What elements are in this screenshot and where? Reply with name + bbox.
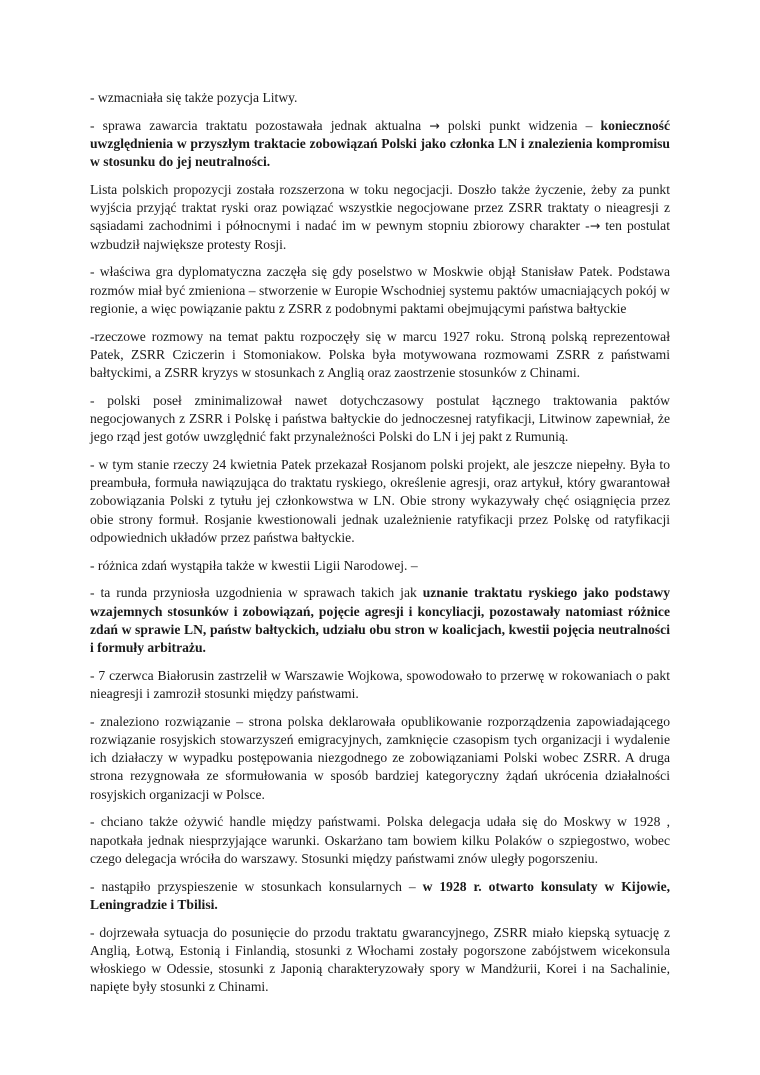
paragraph [90, 667, 670, 703]
paragraph [90, 924, 670, 997]
paragraph-text: - dojrzewała sytuacja do posunięcie do przodu traktatu gwarancyjnego, ZSRR miało kiepską sytuację z Anglią, Łotwą, Estonią i Finlandią, stosunki z Włochami zostały pogorszone zabójstwem wicekonsula włoskiego w Odessie, stosunki z Japonią charakteryzowały spory w Mandżurii, Korei i na Sachalinie, napięte były stosunki z Chinami. [90, 924, 670, 995]
paragraph-text: - właściwa gra dyplomatyczna zaczęła się gdy poselstwo w Moskwie objął Stanisław Patek. Podstawa rozmów miał być zmieniona – stworzenie w Europie Wschodniej systemu paktów umacniających pokój w regionie, a więc powiązanie paktu z ZSRR z podobnymi paktami obejmującymi państwa bałtyckie [90, 264, 670, 316]
arrow-right-icon: → [589, 218, 601, 234]
paragraph [90, 328, 670, 383]
paragraph-text: - polski poseł zminimalizował nawet dotychczasowy postulat łącznego traktowania paktów negocjowanych z ZSRR i Polskę i państwa bałtyckie do jednoczesnej ratyfikacji, Litwinow zapewniał, że jego rząd jest gotów uwzględnić fakt przynależności Polski do LN i jej pakt z Rumunią. [90, 392, 670, 445]
paragraph [90, 263, 670, 318]
paragraph-text: - różnica zdań wystąpiła także w kwestii Ligii Narodowej. – [90, 557, 418, 573]
paragraph-text: - wzmacniała się także pozycja Litwy. [90, 90, 298, 105]
paragraph [90, 713, 670, 804]
paragraph [90, 392, 670, 447]
paragraph-text: ten postulat wzbudził największe protesty Rosji. [90, 218, 670, 252]
paragraph-text: - w tym stanie rzeczy 24 kwietnia Patek przekazał Rosjanom polski projekt, ale jeszcze niepełny. Była to preambuła, formuła nawiązująca do traktatu ryskiego, określenie agresji, oraz artykuł, który gwarantował zobowiązania Polski z tytułu jej członkowstwa w LN. Obie strony wykazywały chęć osiągnięcia przez obie strony formuł. Rosjanie kwestionowali jednak uzależnienie ratyfikacji przez Polskę od ratyfikacji odpowiednich układów przez państwa bałtyckie. [90, 457, 670, 545]
paragraph [90, 584, 670, 657]
paragraph [90, 117, 670, 172]
paragraph [90, 456, 670, 547]
paragraph [90, 557, 670, 575]
paragraph-text: - chciano także ożywić handle między państwami. Polska delegacja udała się do Moskwy w 1928 , napotkała jednak niesprzyjające warunki. Oskarżano tam bowiem kilku Polaków o szpiegostwo, wobec czego delegacja wróciła do warszawy. Stosunki między państwami znów uległy pogorszeniu. [90, 814, 670, 866]
paragraph-text: - nastąpiło przyspieszenie w stosunkach konsularnych – [90, 878, 423, 894]
paragraph-text: - 7 czerwca Białorusin zastrzelił w Warszawie Wojkowa, spowodowało to przerwę w rokowaniach o pakt nieagresji i zamroził stosunki między państwami. [90, 667, 670, 702]
bold-text: w 1928 r. otwarto konsulaty w Kijowie, Leningradzie i Tbilisi. [90, 878, 671, 912]
paragraph-text: - ta runda przyniosła uzgodnienia w sprawach takich jak [90, 585, 423, 601]
bold-text: konieczność uwzględnienia w przyszłym traktacie zobowiązań Polski jako członka LN i znalezienia kompromisu w stosunku do jej neutralności. [90, 117, 670, 170]
paragraph [90, 813, 670, 868]
paragraph-text: polski punkt widzenia – [439, 117, 601, 133]
paragraph-text: Lista polskich propozycji została rozszerzona w toku negocjacji. Doszło także życzenie, żeby za punkt wyjścia przyjąć traktat ryski oraz powiązać wszystkie negocjowane przez ZSRR traktaty o nieagresji z sąsiadami zachodnimi i północnymi i nadać im w pewnym stopniu zbiorowy charakter - [90, 182, 670, 234]
paragraph-text: - sprawa zawarcia traktatu pozostawała jednak aktualna [90, 117, 430, 133]
paragraph [90, 878, 670, 914]
document-page [90, 89, 670, 1006]
bold-text: uznanie traktatu ryskiego jako podstawy wzajemnych stosunków i zobowiązań, pojęcie agresji i koncyliacji, pozostawały natomiast różnice zdań w sprawie LN, państw bałtyckich, udziału obu stron w koalicjach, kwestii pojęcia neutralności i formuły arbitrażu. [90, 585, 671, 656]
paragraph-text: -rzeczowe rozmowy na temat paktu rozpoczęły się w marcu 1927 roku. Stroną polską reprezentował Patek, ZSRR Cziczerin i Stomoniakow. Polska była motywowana rozmowami ZSRR z państwami bałtyckimi, a ZSRR kryzys w stosunkach z Anglią oraz zaostrzenie stosunków z Chinami. [90, 328, 670, 381]
paragraph [90, 89, 670, 107]
paragraph [90, 181, 670, 254]
paragraph-text: - znaleziono rozwiązanie – strona polska deklarowała opublikowanie rozporządzenia zapowiadającego rozwiązanie rosyjskich stowarzyszeń emigracyjnych, zamknięcie czasopism tych organizacji i wydalenie ich działaczy w wypadku postępowania niezgodnego ze zobowiązaniami Polski wobec ZSRR. A druga strona rezygnowała ze sformułowania w sposób bardziej kategoryczny żądań ukrócenia działalności rosyjskich organizacji w Polsce. [90, 713, 670, 802]
arrow-right-icon: → [429, 117, 440, 133]
